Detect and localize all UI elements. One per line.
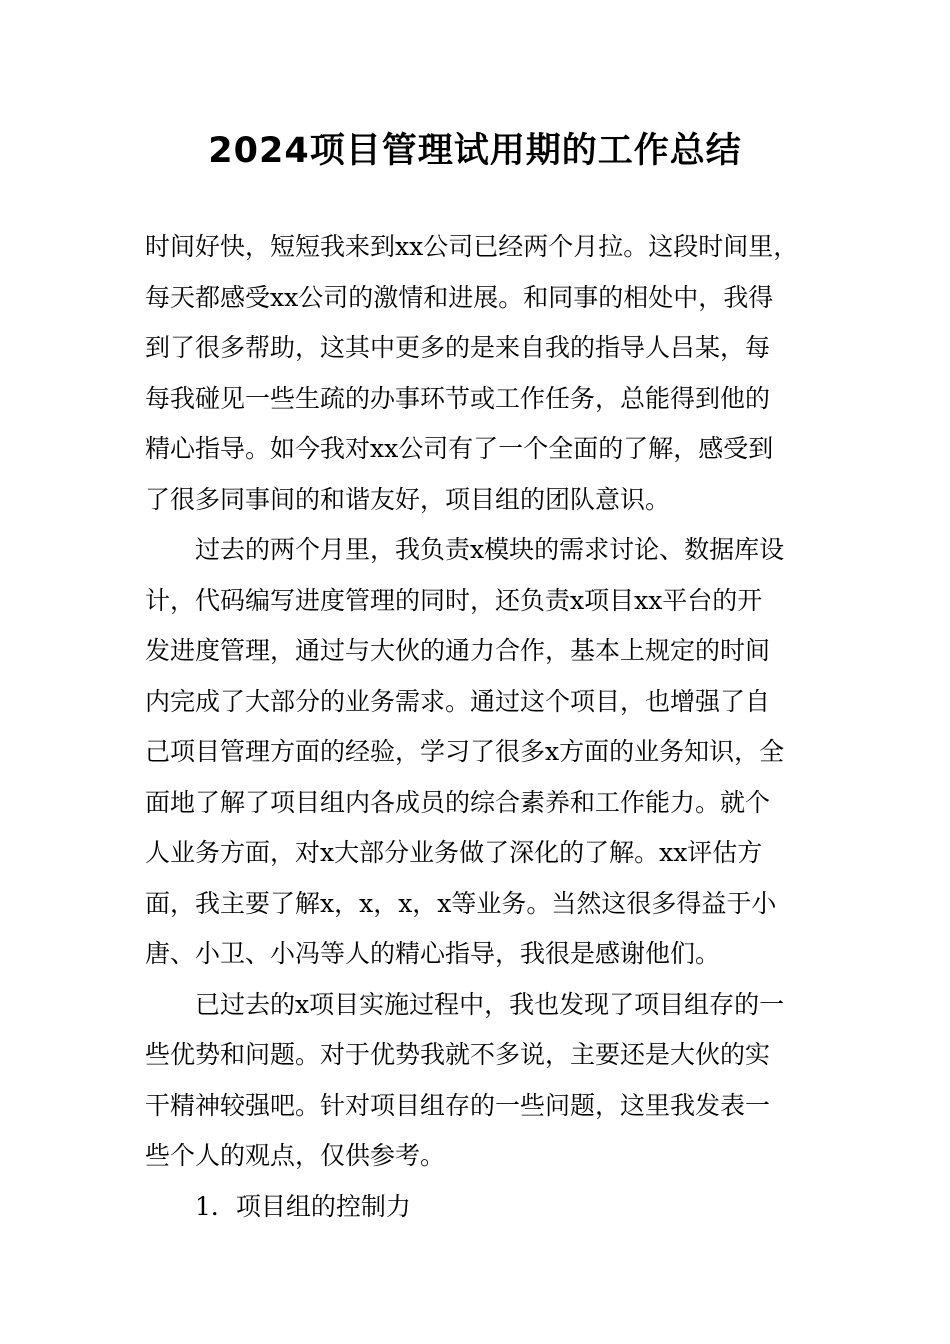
paragraph-1-line-3: 到了很多帮助，这其中更多的是来自我的指导人吕某，每 (145, 333, 771, 362)
paragraph-2-line-9: 唐、小卫、小冯等人的精心指导，我很是感谢他们。 (145, 939, 721, 968)
document-title: 2024项目管理试用期的工作总结 (208, 131, 742, 171)
section-heading-1: 1．项目组的控制力 (195, 1191, 411, 1221)
paragraph-2-line-4: 内完成了大部分的业务需求。通过这个项目，也增强了自 (145, 686, 771, 716)
paragraph-1-line-4: 每我碰见一些生疏的办事环节或工作任务，总能得到他的 (145, 383, 771, 413)
paragraph-2-line-6: 面地了解了项目组内各成员的综合素养和工作能力。就个 (145, 787, 771, 817)
paragraph-1-line-2: 每天都感受xx公司的激情和进展。和同事的相处中，我得 (145, 282, 774, 312)
document-body (145, 222, 825, 1232)
paragraph-1-line-5: 精心指导。如今我对xx公司有了一个全面的了解，感受到 (145, 434, 774, 463)
paragraph-3-line-3: 干精神较强吧。针对项目组存的一些问题，这里我发表一 (145, 1090, 771, 1120)
paragraph-2-line-1: 过去的两个月里，我负责x模块的需求讨论、数据库设 (195, 535, 785, 564)
paragraph-2-line-2: 计，代码编写进度管理的同时，还负责x项目xx平台的开 (145, 585, 763, 615)
paragraph-2-line-5: 己项目管理方面的经验，学习了很多x方面的业务知识，全 (145, 737, 785, 766)
paragraph-2-line-8: 面，我主要了解x，x，x，x等业务。当然这很多得益于小 (145, 888, 777, 918)
paragraph-2-line-7: 人业务方面，对x大部分业务做了深化的了解。xx评估方 (145, 838, 763, 867)
paragraph-3-line-1: 已过去的x项目实施过程中，我也发现了项目组存的一 (195, 989, 785, 1019)
paragraph-3-line-4: 些个人的观点，仅供参考。 (145, 1141, 446, 1170)
paragraph-1-line-6: 了很多同事间的和谐友好，项目组的团队意识。 (145, 484, 671, 514)
paragraph-3-line-2: 些优势和问题。对于优势我就不多说，主要还是大伙的实 (145, 1040, 771, 1069)
paragraph-1-line-1: 时间好快，短短我来到xx公司已经两个月拉。这段时间里， (145, 232, 799, 261)
paragraph-2-line-3: 发进度管理，通过与大伙的通力合作，基本上规定的时间 (145, 636, 771, 665)
